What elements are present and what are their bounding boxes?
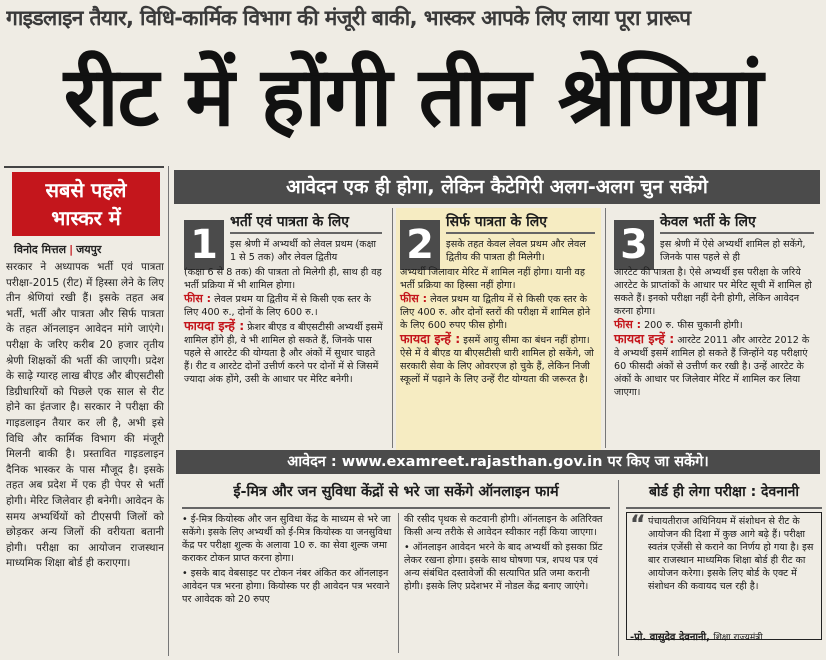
lead-story-text: सरकार ने अध्यापक भर्ती एवं पात्रता परीक्षा-2015 (रीट) में हिस्सा लेने के लिए तीन श्रेणियां रखी हैं। इसके तहत अब भर्ती, भर्ती और पात्रता और सिर्फ पात्रता के तहत ऑनलाइन आवेदन मांगे जाएंगे। परीक्षा के जरिए करीब 20 हजार तृतीय श्रेणी शिक्षकों की भर्ती की जाएगी। प्रदेश के साढ़े ग्यारह लाख बीएड और बीएसटीसी डिग्रीधारियों को पिछले एक साल से रीट होने का इंतजार है। सरकार ने परीक्षा की गाइडलाइन तैयार कर ली है, अभी इसे विधि और कार्मिक विभाग की मंजूरी मिलनी बाकी है। प्रस्तावित गाइडलाइन दैनिक भास्कर के पास मौजूद है। इसके तहत अब प्रदेश में एक ही पेपर से भर्ती होगी। मेरिट जिलेवार ही बनेगी। आवेदन के समय अभ्यर्थियों को टीएसपी जिलों को छोड़कर अन्य जिलों की वरीयता बतानी होगी। परीक्षा का आयोजन राजस्थान माध्यमिक शिक्षा बोर्ड ही कराएगा।	[6, 261, 164, 570]
main-headline: रीट में होंगी तीन श्रेणियां	[63, 50, 763, 145]
benefit-label: फायदा इन्हें :	[184, 318, 245, 333]
byline	[14, 242, 101, 257]
divider	[660, 232, 814, 234]
fee-label: फीस :	[184, 292, 211, 305]
quote-icon: “	[630, 510, 646, 538]
kicker-headline: गाइडलाइन तैयार, विधि-कार्मिक विभाग की मंजूरी बाकी, भास्कर आपके लिए लाया पूरा प्रारूप	[6, 6, 691, 30]
divider	[182, 507, 610, 509]
category-title: सिर्फ पात्रता के लिए	[446, 214, 548, 230]
category-number: 3	[614, 220, 654, 270]
category-title: भर्ती एवं पात्रता के लिए	[230, 214, 349, 230]
column-divider	[398, 513, 399, 653]
signature-name: -प्रो. वासुदेव देवनानी,	[630, 632, 710, 643]
fee-label: फीस :	[400, 292, 427, 305]
benefit-text: आरटेट 2011 और आरटेट 2012 के वे अभ्यर्थी इसमें शामिल हो सकते हैं जिन्होंने यह परीक्षाएं 60 फीसदी अंकों से उत्तीर्ण कर रखी है। उन्हें आरटेट के अंकों के आधार पर जिलेवार मेरिट में शामिल कर लिया जाएगा।	[614, 335, 810, 398]
brand-badge	[12, 172, 160, 236]
byline-author: विनोद मित्तल	[14, 243, 67, 256]
benefit-label: फायदा इन्हें :	[614, 331, 675, 346]
category-number: 2	[400, 220, 440, 270]
column-divider	[168, 166, 169, 656]
fee-text: 200 रु. फीस चुकानी होगी।	[644, 320, 743, 331]
column-divider	[618, 480, 619, 656]
column-divider	[392, 208, 393, 448]
category-body	[614, 266, 816, 399]
board-signature	[630, 629, 820, 643]
category-intro: इसके तहत केवल लेवल प्रथम और लेवल द्वितीय की पात्रता ही मिलेगी।	[446, 239, 586, 263]
category-body	[400, 266, 597, 386]
divider	[446, 232, 595, 234]
categories-banner: आवेदन एक ही होगा, लेकिन कैटेगिरी अलग-अलग चुन सकेंगे	[174, 170, 820, 204]
byline-city: जयपुर	[76, 243, 102, 256]
emitra-paragraph: की रसीद पृथक से कटवानी होगी। ऑनलाइन के अतिरिक्त किसी अन्य तरीके से आवेदन स्वीकार नहीं किया जाएगा।	[404, 514, 603, 538]
divider	[626, 507, 822, 509]
emitra-paragraph: • ई-मित्र कियोस्क और जन सुविधा केंद्र के माध्यम से भरे जा सकेंगे। इसके लिए अभ्यर्थी को ई-मित्र कियोस्क या जनसुविधा केंद्र पर परीक्षा शुल्क के अलावा 10 रु. का सेवा शुल्क जमा कराकर टोकन प्राप्त करना होगा।	[182, 514, 392, 564]
benefit-text: इसमें आयु सीमा का बंधन नहीं होगा। ऐसे में वे बीएड या बीएसटीसी धारी शामिल हो सकेंगे, जो सरकारी सेवा के लिए ओवरएज हो चुके हैं, लेकिन निजी स्कूलों में पढ़ाने के लिए उन्हें रीट योग्यता की जरूरत है।	[400, 335, 594, 385]
category-description: अभ्यर्थी जिलावार मेरिट में शामिल नहीं होगा। यानी वह भर्ती प्रक्रिया का हिस्सा नहीं होगा।	[400, 267, 585, 291]
divider	[4, 166, 164, 168]
category-description: आरटेट की पात्रता है। ऐसे अभ्यर्थी इस परीक्षा के जरिये आरटेट के प्राप्तांकों के आधार पर मेरिट सूची में शामिल हो सकते हैं। इनको परीक्षा नहीं देनी होगी, लेकिन आवेदन करना होगा।	[614, 267, 812, 317]
category-panel-2	[396, 208, 601, 454]
fee-label: फीस :	[614, 318, 641, 331]
emitra-heading: ई-मित्र और जन सुविधा केंद्रों से भरे जा सकेंगे ऑनलाइन फार्म	[233, 484, 559, 500]
benefit-text: फ्रेशर बीएड व बीएसटीसी अभ्यर्थी इसमें शामिल होंगे ही, वे भी शामिल हो सकते हैं, जिनके पास पहले से आरटेट की योग्यता है और अंकों में सुधार चाहते हैं। रीट व आरटेट दोनों उत्तीर्ण करने पर दोनों में से जिसमें ज्यादा अंक होंगे, उसी के आधार पर मेरिट बनेगी।	[184, 322, 383, 385]
category-panel-1	[180, 208, 388, 454]
category-intro: इस श्रेणी में अभ्यर्थी को लेवल प्रथम (कक्षा 1 से 5 तक) और लेवल द्वितीय	[230, 239, 376, 263]
emitra-column-1	[182, 513, 392, 653]
brand-line-1: सबसे पहले	[45, 178, 127, 202]
board-quote-text: पंचायतीराज अधिनियम में संशोधन से रीट के आयोजन की दिशा में कुछ आगे बढ़े हैं। परीक्षा स्वतंत्र एजेंसी से कराने का निर्णय हो गया है। इस बार राजस्थान माध्यमिक शिक्षा बोर्ड ही रीट का आयोजन करेगा। इसके लिए बोर्ड के एक्ट में संशोधन की कवायद चल रही है।	[648, 516, 814, 592]
emitra-paragraph: • ऑनलाइन आवेदन भरने के बाद अभ्यर्थी को इसका प्रिंट लेकर रखना होगा। इसके साथ घोषणा पत्र, शपथ पत्र एवं अन्य संबंधित दस्तावेजों की सत्यापित प्रति जमा करानी होगी। इसके लिए प्रदेशभर में नोडल केंद्र बनाए जाएंगे।	[404, 542, 603, 592]
category-description: (कक्षा 6 से 8 तक) की पात्रता तो मिलेगी ही, साथ ही वह भर्ती प्रक्रिया में भी शामिल होगा।	[184, 267, 382, 291]
byline-separator: |	[69, 243, 74, 256]
category-title: केवल भर्ती के लिए	[660, 214, 756, 230]
category-number: 1	[184, 220, 224, 270]
fee-text: लेवल प्रथम या द्वितीय में से किसी एक स्तर के लिए 400 रु. और दोनों स्तरों की परीक्षा में शामिल होने के लिए 600 रुपए फीस होगी।	[400, 294, 591, 331]
apply-website-bar: आवेदन : www.examreet.rajasthan.gov.in पर किए जा सकेंगे।	[176, 450, 820, 474]
category-intro: इस श्रेणी में ऐसे अभ्यर्थी शामिल हो सकेंगे, जिनके पास पहले से ही	[660, 239, 806, 263]
category-panel-3	[610, 208, 820, 454]
fee-text: लेवल प्रथम या द्वितीय में से किसी एक स्तर के लिए 400 रु., दोनों के लिए 600 रु.।	[184, 294, 371, 318]
board-heading: बोर्ड ही लेगा परीक्षा : देवनानी	[648, 484, 800, 500]
divider	[230, 232, 382, 234]
column-divider	[605, 208, 606, 448]
category-body	[184, 266, 384, 386]
benefit-label: फायदा इन्हें :	[400, 331, 461, 346]
emitra-paragraph: • इसके बाद वेबसाइट पर टोकन नंबर अंकित कर ऑनलाइन आवेदन पत्र भरना होगा। कियोस्क पर ही आवेदन पत्र भरवाने पर आवेदक को 20 रुपए	[182, 568, 390, 605]
brand-line-2: भास्कर में	[51, 206, 121, 230]
emitra-column-2	[404, 513, 610, 653]
signature-role: शिक्षा राज्यमंत्री	[713, 633, 763, 643]
